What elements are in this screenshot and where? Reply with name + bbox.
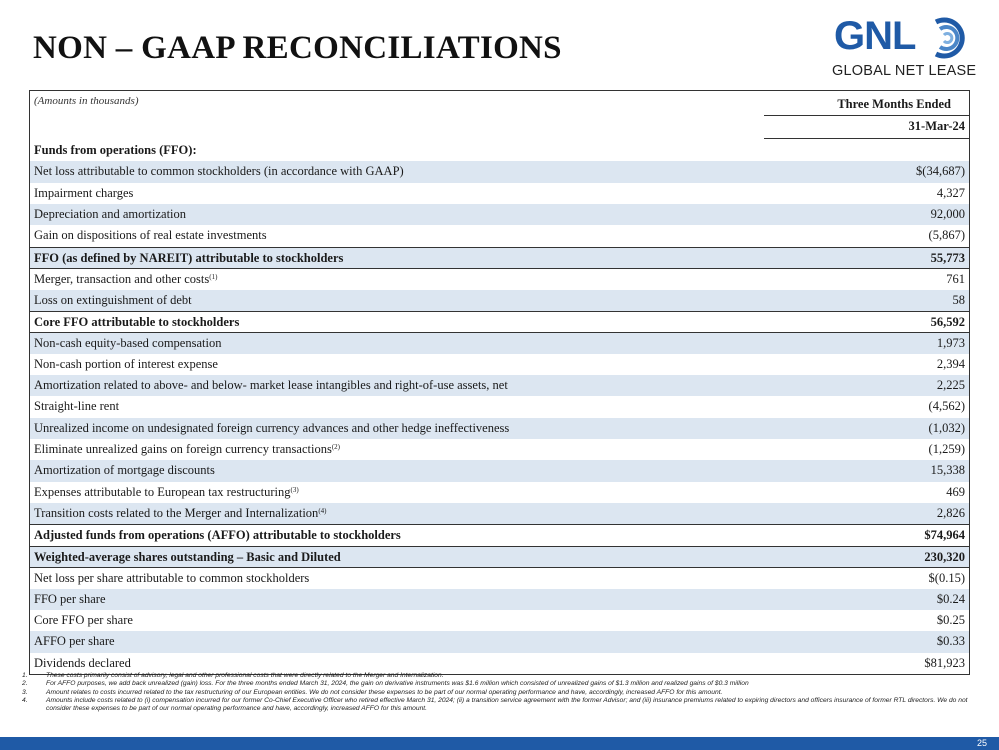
row-label-text: Depreciation and amortization <box>34 207 187 222</box>
row-label <box>34 418 509 439</box>
table-row <box>30 546 969 567</box>
row-value: 2,225 <box>936 377 965 392</box>
footnote <box>22 680 982 688</box>
date-header: 31-Mar-24 <box>908 119 965 133</box>
footnote-number: 4. <box>22 696 28 704</box>
row-value: (4,562) <box>928 399 965 414</box>
row-value: 761 <box>946 272 965 287</box>
row-label-text: Loss on extinguishment of debt <box>34 292 192 307</box>
table-row <box>30 482 969 503</box>
row-label <box>34 354 218 375</box>
row-label-text: Impairment charges <box>34 185 134 200</box>
footnote-ref: (1) <box>209 273 218 282</box>
row-value: $(0.15) <box>928 571 965 586</box>
row-label-text: Amortization of mortgage discounts <box>34 463 215 478</box>
row-value: 1,973 <box>936 336 965 351</box>
table-row <box>30 589 969 610</box>
row-label <box>34 375 508 396</box>
row-label-text: Amortization related to above- and below- market lease intangibles and right-of-use assets, net <box>34 377 508 392</box>
table-row <box>30 503 969 524</box>
row-label-text: Dividends declared <box>34 655 131 670</box>
row-label <box>34 269 217 289</box>
table-row <box>30 161 969 182</box>
table-row <box>30 332 969 353</box>
row-label <box>34 547 341 567</box>
table-row <box>30 183 969 204</box>
row-label <box>34 503 326 524</box>
row-label-text: Net loss attributable to common stockholders (in accordance with GAAP) <box>34 164 404 179</box>
footnote-text: These costs primarily consist of advisory, legal and other professional costs that were directly related to the Merger and Internalization. <box>46 672 444 679</box>
row-label-text: Eliminate unrealized gains on foreign currency transactions <box>34 442 332 457</box>
table-row <box>30 439 969 460</box>
table-row <box>30 204 969 225</box>
footnote-number: 3. <box>22 688 28 696</box>
row-value: 92,000 <box>930 207 965 222</box>
section-label: Funds from operations (FFO): <box>34 143 197 157</box>
page-title: NON – GAAP RECONCILIATIONS <box>33 30 562 66</box>
row-label-text: Gain on dispositions of real estate investments <box>34 228 267 243</box>
row-value: $74,964 <box>924 528 965 543</box>
footnote-number: 2. <box>22 680 28 688</box>
row-value: 55,773 <box>930 250 965 265</box>
row-value: 56,592 <box>930 314 965 329</box>
row-value: 469 <box>946 484 965 499</box>
row-label-text: Unrealized income on undesignated foreign currency advances and other hedge ineffectiveness <box>34 420 510 435</box>
period-header: Three Months Ended <box>837 97 951 111</box>
footnote-ref: (3) <box>290 485 299 494</box>
row-label-text: Non-cash equity-based compensation <box>34 336 222 351</box>
page-number: 25 <box>976 738 987 748</box>
row-label <box>34 525 401 545</box>
table-row <box>30 225 969 246</box>
section-heading <box>30 140 969 161</box>
row-value: 58 <box>952 292 965 307</box>
row-label <box>34 183 133 204</box>
row-value: $81,923 <box>924 655 965 670</box>
header-divider <box>764 138 969 139</box>
footnote-ref: (2) <box>331 443 340 452</box>
row-label <box>34 439 340 460</box>
amounts-note: (Amounts in thousands) <box>34 95 139 107</box>
row-value: (1,259) <box>928 442 965 457</box>
row-value: 4,327 <box>936 185 965 200</box>
footnote <box>22 672 982 680</box>
table-row <box>30 311 969 332</box>
footnote-number: 1. <box>22 672 28 679</box>
row-value: (1,032) <box>928 420 965 435</box>
table-row <box>30 418 969 439</box>
row-label-text: Core FFO per share <box>34 612 133 627</box>
footer-bar <box>0 737 999 750</box>
row-value: 2,394 <box>936 356 965 371</box>
row-value: 230,320 <box>924 549 965 564</box>
row-value: 15,338 <box>930 463 965 478</box>
footnote <box>22 697 982 714</box>
row-label-text: Adjusted funds from operations (AFFO) attributable to stockholders <box>34 528 401 543</box>
table-header <box>30 91 969 140</box>
table-row <box>30 610 969 631</box>
table-row <box>30 354 969 375</box>
header-divider <box>764 115 969 116</box>
table-row <box>30 268 969 289</box>
table-row <box>30 375 969 396</box>
row-label-text: Merger, transaction and other costs <box>34 272 210 287</box>
row-value: $0.25 <box>936 612 965 627</box>
row-label-text: Straight-line rent <box>34 399 120 414</box>
row-label-text: Weighted-average shares outstanding – Basic and Diluted <box>34 549 341 564</box>
reconciliation-table <box>29 90 970 675</box>
row-label <box>34 610 133 631</box>
row-label <box>34 396 119 417</box>
row-label <box>34 568 309 588</box>
footnotes <box>22 672 982 713</box>
table-row <box>30 247 969 268</box>
row-label-text: Transition costs related to the Merger and Internalization <box>34 506 319 521</box>
footnote-text: For AFFO purposes, we add back unrealized (gain) loss. For the three months ended March 31, 2024, the gain on derivative instruments was $1.6 million which consisted of unrealized gains of $1.3 million and realized gains of $0.3 million <box>46 680 749 688</box>
row-label <box>34 204 186 225</box>
footnote-text: Amount relates to costs incurred related to the tax restructuring of our European entities. We do not consider these expenses to be part of our normal operating performance and have, accordingly, increased AFFO for this amount. <box>46 688 723 696</box>
footnote <box>22 689 982 697</box>
table-row <box>30 396 969 417</box>
row-label-text: Net loss per share attributable to common stockholders <box>34 571 310 586</box>
row-label <box>34 333 221 353</box>
row-label-text: FFO per share <box>34 591 106 606</box>
row-label <box>34 290 192 311</box>
table-row <box>30 567 969 588</box>
row-label <box>34 460 215 481</box>
row-value: $(34,687) <box>916 164 965 179</box>
table-row <box>30 653 969 674</box>
footnote-ref: (4) <box>318 507 327 516</box>
row-value: $0.33 <box>936 634 965 649</box>
row-label-text: Core FFO attributable to stockholders <box>34 314 240 329</box>
row-label-text: Non-cash portion of interest expense <box>34 356 218 371</box>
table-row <box>30 631 969 652</box>
logo-subtitle: GLOBAL NET LEASE <box>832 63 977 79</box>
row-value: $0.24 <box>936 591 965 606</box>
company-logo <box>832 14 977 82</box>
row-label-text: AFFO per share <box>34 634 115 649</box>
row-label <box>34 653 131 674</box>
row-label <box>34 631 115 652</box>
row-label <box>34 312 239 332</box>
row-label <box>34 225 267 246</box>
row-label <box>34 482 299 503</box>
row-label <box>34 589 106 610</box>
logo-swirl-icon <box>928 16 972 60</box>
table-row <box>30 524 969 545</box>
row-value: (5,867) <box>928 228 965 243</box>
row-label <box>34 248 343 268</box>
footnote-text: Amounts include costs related to (i) compensation incurred for our former Co-Chief Executive Officer who retired effective March 31, 2024; (ii) a transition service agreement with the former Advisor; and (iii) insurance premiums related to expiring directors and officers insurance of former RTL directors. We do not consider these expenses to be part of our normal operating performance and have, accordingly, increased AFFO for this amount. <box>46 696 968 713</box>
table-row <box>30 290 969 311</box>
row-label-text: Expenses attributable to European tax restructuring <box>34 484 291 499</box>
table-row <box>30 460 969 481</box>
row-label-text: FFO (as defined by NAREIT) attributable to stockholders <box>34 250 344 265</box>
row-value: 2,826 <box>936 506 965 521</box>
row-label <box>34 161 404 182</box>
logo-mark: GNL <box>834 14 916 58</box>
